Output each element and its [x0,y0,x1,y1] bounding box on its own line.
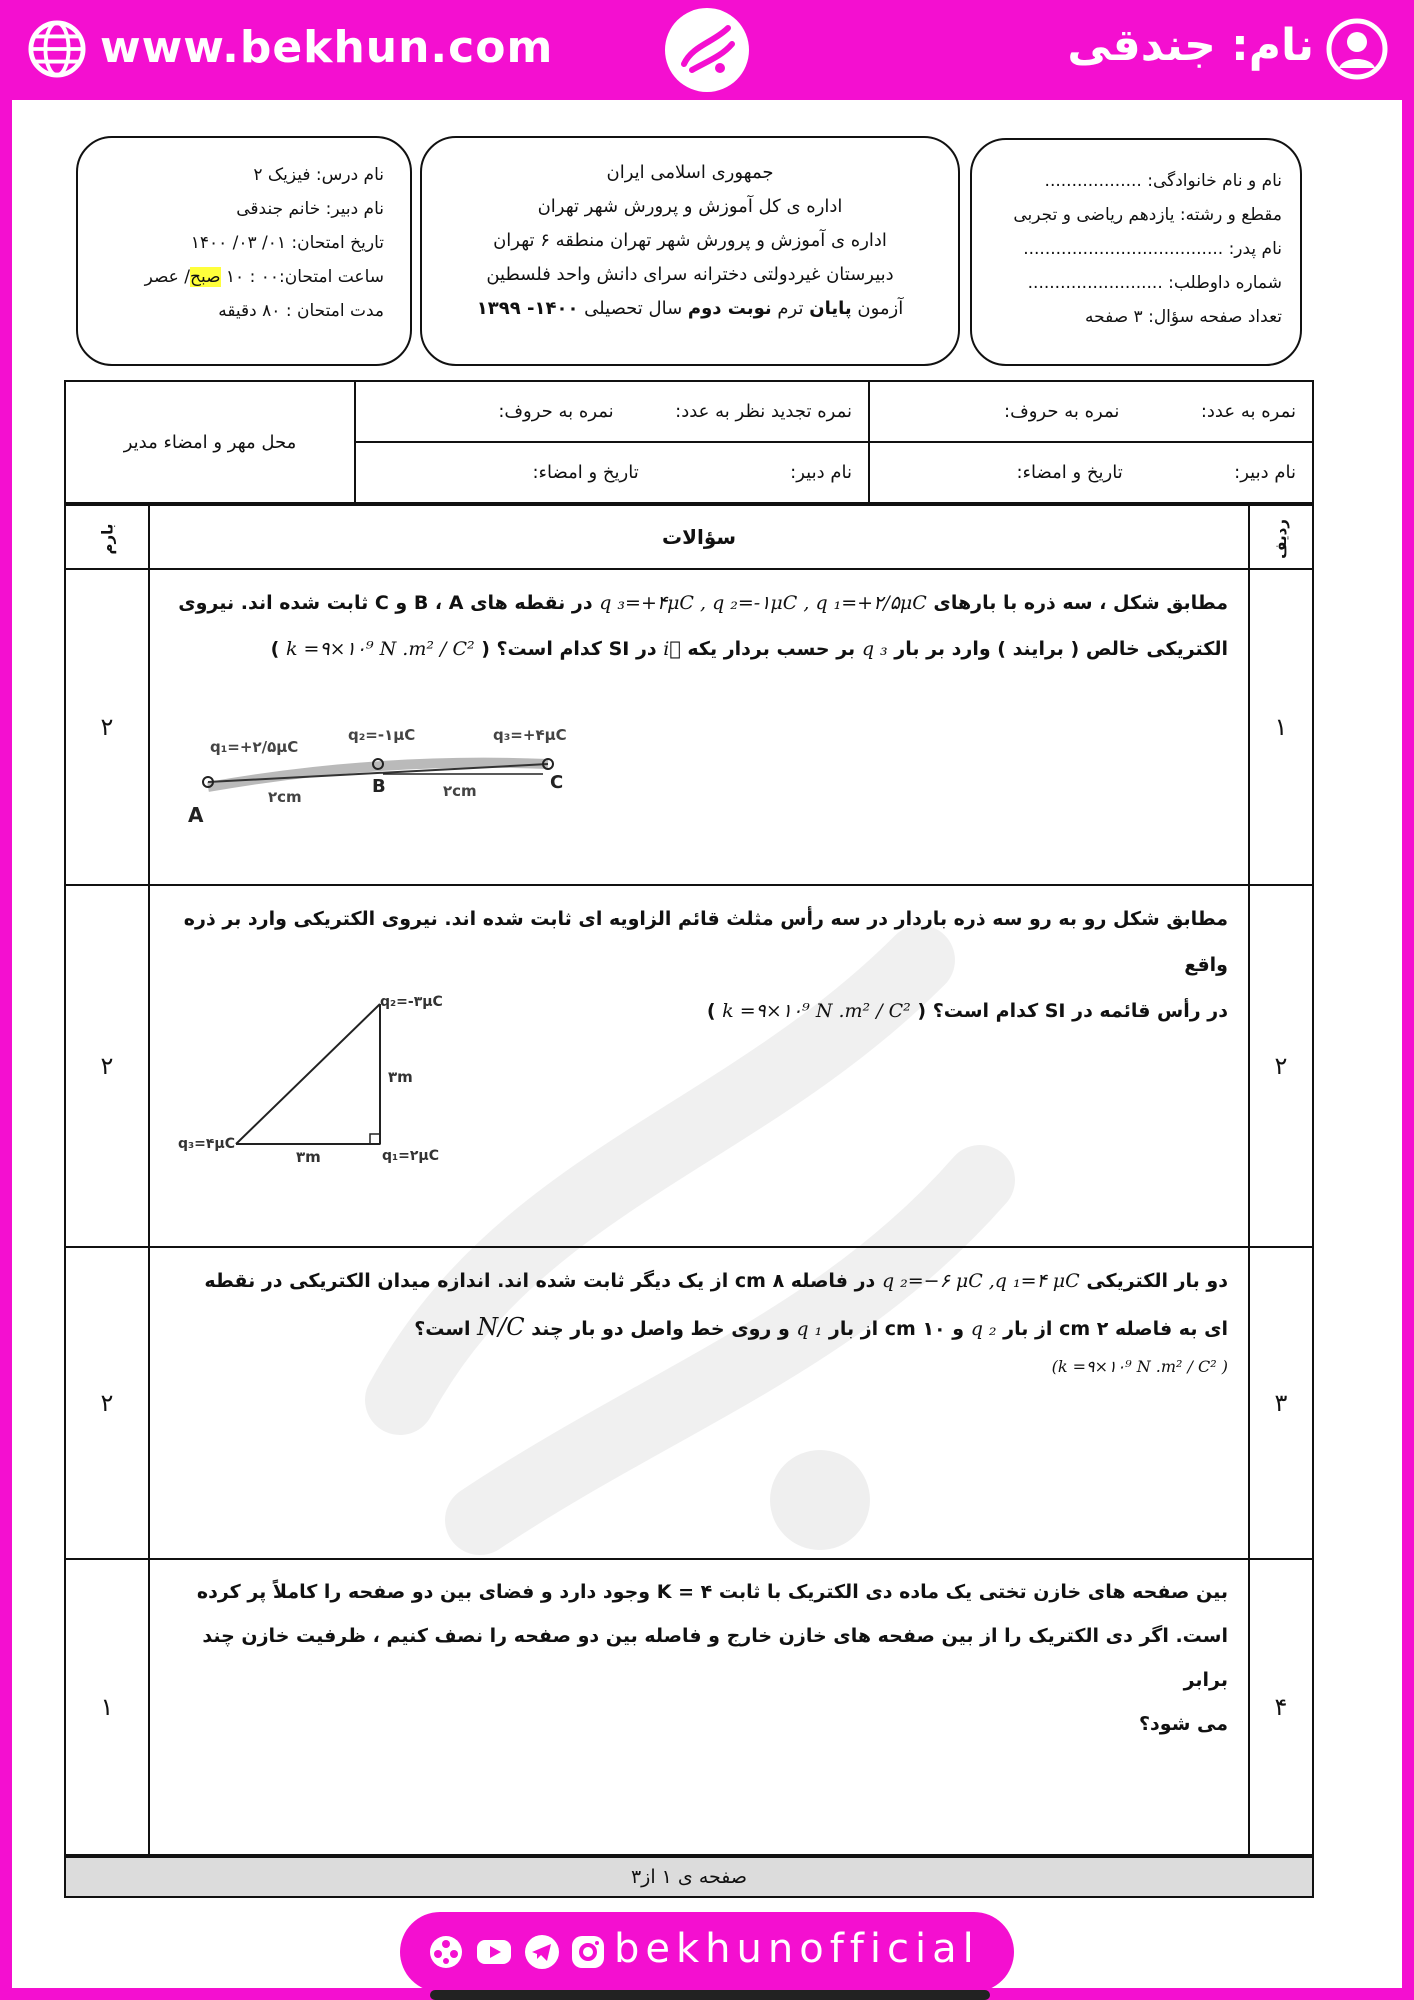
globe-icon [28,20,86,78]
distance-label-1: ۲cm [268,788,302,806]
question-score: ۱ [65,1559,149,1855]
question-row [65,1559,1313,1855]
school-info-box [420,136,960,366]
exam-title-part: نوبت دوم [687,298,772,319]
side-label-horizontal: ۳m [296,1148,321,1166]
row-header: ردیف [1249,505,1313,569]
question-row [65,569,1313,885]
coulomb-constant: k =۹×۱۰⁹ N .m² / C² [722,1000,911,1022]
school-info-line: دبیرستان غیردولتی دخترانه سرای دانش واحد فلسطین [486,264,894,285]
distance-label-2: ۲cm [443,782,477,800]
student-name-label: نام: جندقی [1067,20,1314,71]
side-label-vertical: ۳m [388,1068,413,1086]
teacher-line: نام دبیر: خانم جندقی [236,199,384,219]
right-angle-mark [370,1134,380,1144]
q1-figure [178,672,1228,827]
telegram-icon[interactable] [524,1934,560,1970]
bekhun-logo-icon [662,6,752,94]
score-words-label: نمره به حروف: [1004,401,1120,422]
stamp-cell: محل مهر و امضاء مدیر [65,381,355,503]
youtube-icon[interactable] [476,1934,512,1970]
questions-table [64,504,1314,1856]
point-label-a: A [188,803,204,827]
charge-label-q3: q₃=+۴μC [493,726,567,744]
charge-label-left: q₃=۴μC [178,1136,236,1152]
time-line [88,260,384,294]
school-info-line: اداره ی کل آموزش و پرورش شهر تهران [537,196,843,217]
instagram-icon[interactable] [570,1934,606,1970]
exam-title-part: ترم [777,298,804,319]
triangle-hypotenuse [236,1004,380,1144]
time-highlight: صبح [189,267,221,287]
score-number-label: نمره به عدد: [1200,401,1296,422]
field-unit: N/C [477,1313,525,1341]
student-info-line: مقطع و رشته: یازدهم ریاضی و تجربی [1013,205,1282,225]
time-value: ساعت امتحان:۰۰ : ۱۰ [225,267,384,287]
film-reel-icon[interactable] [428,1934,464,1970]
question-score: ۲ [65,885,149,1247]
question-text: دو بار الکتریکی q ₂=−۶ μC ,q ₁=۴ μC در فاصله ۸ cm از یک دیگر ثابت شده اند. اندازه میدان الکتریکی در نقطه ای به فاصله ۲ cm از بار q ₂ و ۱۰ cm از بار q ₁ و روی خط واصل دو بار چند N/C است؟ ( k =۹×۱۰⁹ N .m² / C²) [149,1247,1249,1559]
review-number-label: نمره تجدید نظر به عدد: [675,401,852,422]
date-line: تاریخ امتحان: ۰۱/ ۰۳/ ۱۴۰۰ [190,233,384,253]
charge-label-top: q₂=-۳μC [380,994,443,1010]
time-suffix: / عصر [144,267,190,287]
charge-label-right: q₁=۲μC [382,1148,440,1164]
question-number: ۴ [1249,1559,1313,1855]
question-text: بین صفحه های خازن تختی یک ماده دی الکتریک با ثابت ۴ = K وجود دارد و فضای بین دو صفحه را کاملاً پر کرده است. اگر دی الکتریک را از بین صفحه های خازن خارج و فاصله بین دو صفحه را نصف کنیم ، ظرفیت خازن چند برابر می شود؟ [149,1559,1249,1855]
student-info-line: نام و نام خانوادگی: .................. [1044,171,1282,191]
review-words-label: نمره به حروف: [498,401,614,422]
grade-cell [869,381,1313,442]
top-banner [0,0,1414,100]
social-handle[interactable]: bekhunofficial [614,1926,980,1972]
charge-label-q1: q₁=+۲/۵μC [210,738,299,756]
subject-line: نام درس: فیزیک ۲ [253,165,384,185]
grade-cell [355,381,869,442]
user-icon [1326,18,1388,80]
social-bar [400,1912,1014,1992]
exam-title-part: سال تحصیلی [584,298,683,319]
question-text: مطابق شکل ، سه ذره با بارهای q ₃=+۴μC , q ₂=-۱μC , q ₁=+۲/۵μC در نقطه های B ، A و C ثابت شده اند. نیروی الکتریکی خالص ( برایند ) وارد بر بار q ₃ بر حسب بردار یکه i⃗ در SI کدام است؟ ( k =۹×۱۰⁹ N .m² / C² ) A B C q₁=+۲/۵μC q₂=-۱μC q₃=+۴μC ۲cm ۲cm [149,569,1249,885]
question-text: مطابق شکل رو به رو سه ذره باردار در سه رأس مثلث قائم الزاویه ای ثابت شده اند. نیروی الکتریکی وارد بر ذره واقع در رأس قائمه در SI کدام است؟ ( k =۹×۱۰⁹ N .m² / C² ) q₂=-۳μC q₃=۴μC q₁=۲μC ۳m ۳m [149,885,1249,1247]
student-info-line: تعداد صفحه سؤال: ۳ صفحه [1085,307,1282,327]
grade-cell [355,442,869,503]
question-number: ۲ [1249,885,1313,1247]
school-info-line: اداره ی آموزش و پرورش شهر تهران منطقه ۶ تهران [493,230,887,251]
questions-header: سؤالات [149,505,1249,569]
charges-formula: q ₂=−۶ μC ,q ₁=۴ μC [881,1270,1080,1292]
question-number: ۱ [1249,569,1313,885]
charge-label-q2: q₂=-۱μC [348,726,416,744]
date-sign-label: تاریخ و امضاء: [532,462,639,483]
duration-line: مدت امتحان : ۸۰ دقیقه [218,301,384,321]
student-info-line: نام پدر: ..................................... [1023,239,1282,259]
grade-table [64,380,1314,504]
point-label-b: B [372,776,386,797]
teacher-name-label: نام دبیر: [790,462,852,483]
exam-title-part: پایان [809,298,852,319]
point-label-c: C [550,772,564,793]
date-sign-label: تاریخ و امضاء: [1016,462,1123,483]
student-info-line: شماره داوطلب: ......................... [1027,273,1282,293]
student-info-box [970,138,1302,366]
exam-year: ۱۴۰۰- ۱۳۹۹ [476,298,579,319]
exam-info-box [76,136,412,366]
social-bar-shadow [430,1990,990,2000]
charges-formula: q ₃=+۴μC , q ₂=-۱μC , q ₁=+۲/۵μC [599,592,927,614]
exam-title [432,292,948,326]
grade-cell [869,442,1313,503]
question-row [65,885,1313,1247]
website-url[interactable]: www.bekhun.com [100,22,554,73]
exam-title-part: آزمون [857,298,904,319]
school-info-line: جمهوری اسلامی ایران [606,162,774,183]
score-header: بارم [65,505,149,569]
question-score: ۲ [65,1247,149,1559]
coulomb-constant: ( k =۹×۱۰⁹ N .m² / C²) [1051,1357,1228,1376]
question-number: ۳ [1249,1247,1313,1559]
page-number-footer: صفحه ی ۱ از۳ [64,1856,1314,1898]
question-score: ۲ [65,569,149,885]
question-row [65,1247,1313,1559]
coulomb-constant: k =۹×۱۰⁹ N .m² / C² [285,638,475,660]
teacher-name-label: نام دبیر: [1234,462,1296,483]
